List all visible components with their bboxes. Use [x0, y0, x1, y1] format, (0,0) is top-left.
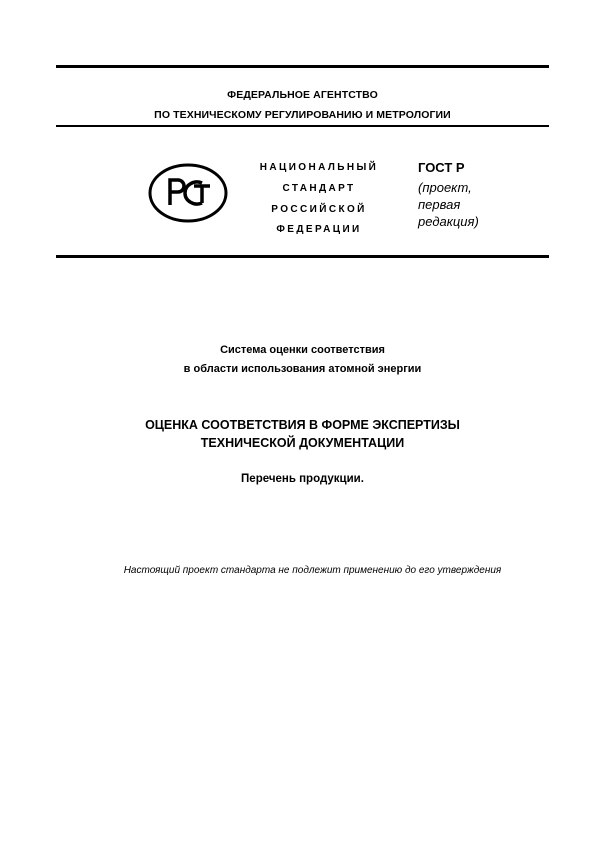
- document-title-line-2: ТЕХНИЧЕСКОЙ ДОКУМЕНТАЦИИ: [200, 436, 405, 450]
- standard-label-line-4: ФЕДЕРАЦИИ: [276, 224, 362, 235]
- middle-rule: [56, 125, 549, 127]
- standard-label-line-3: РОССИЙСКОЙ: [271, 204, 367, 215]
- bottom-rule: [56, 255, 549, 258]
- draft-status-line-3: редакция): [418, 214, 479, 229]
- document-title-line-1: ОЦЕНКА СООТВЕТСТВИЯ В ФОРМЕ ЭКСПЕРТИЗЫ: [145, 418, 460, 432]
- document-subtitle: Перечень продукции.: [241, 473, 364, 485]
- pct-certification-mark-icon: [148, 163, 228, 223]
- system-title-line-2: в области использования атомной энергии: [183, 363, 422, 375]
- standard-designation: ГОСТ Р: [418, 160, 465, 175]
- draft-status-line-1: (проект,: [418, 180, 472, 195]
- draft-notice: Настоящий проект стандарта не подлежит применению до его утверждения: [123, 565, 502, 576]
- agency-name-line-2: ПО ТЕХНИЧЕСКОМУ РЕГУЛИРОВАНИЮ И МЕТРОЛОГИИ: [154, 109, 451, 121]
- standard-label-line-2: СТАНДАРТ: [282, 183, 356, 194]
- system-title-line-1: Система оценки соответствия: [220, 344, 385, 356]
- draft-status-line-2: первая: [418, 197, 461, 212]
- standard-label-line-1: НАЦИОНАЛЬНЫЙ: [259, 162, 379, 173]
- agency-name-line-1: ФЕДЕРАЛЬНОЕ АГЕНТСТВО: [227, 89, 378, 101]
- top-rule: [56, 65, 549, 68]
